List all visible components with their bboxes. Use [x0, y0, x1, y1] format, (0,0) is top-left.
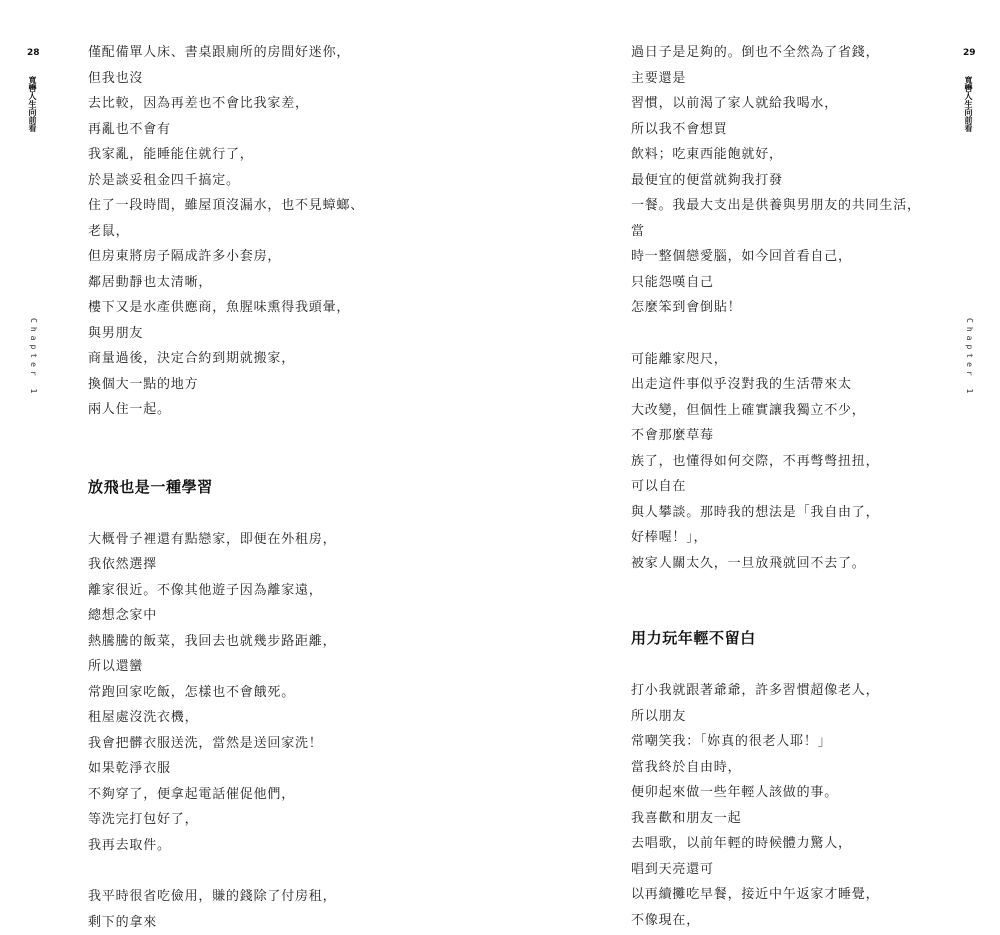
- chapter-label: Chapter 1: [965, 318, 974, 398]
- paragraph: 過日子是足夠的。倒也不全然為了省錢，主要還是 習慣，以前渴了家人就給我喝水，所以我不會想買 飲料；吃東西能飽就好，最便宜的便當就夠我打發 一餐。我最大支出是供養與男朋友的共同生活，當 時一整個戀愛腦，如今回首看自己，只能怨嘆自己 怎麼笨到會倒貼！: [631, 45, 921, 315]
- chapter-label: Chapter 1: [29, 318, 38, 398]
- paragraph: 可能離家咫尺，出走這件事似乎沒對我的生活帶來太 大改變，但個性上確實讓我獨立不少，不會那麼草莓 族了，也懂得如何交際，不再彆彆扭扭，可以自在 與人攀談。那時我的想法是「我自由了，好棒喔！」， 被家人關太久，一旦放飛就回不去了。: [631, 351, 880, 571]
- paragraph: 僅配備單人床、書桌跟廁所的房間好迷你，但我也沒 去比較，因為再差也不會比我家差，再亂也不會有 我家亂，能睡能住就行了，於是談妥租金四千搞定。 住了一段時間，雖屋頂沒漏水，也不見蟑螂、老鼠， 但房東將房子隔成許多小套房，鄰居動靜也太清晰， 樓下又是水產供應商，魚腥味熏得我頭暈，與男朋友 商量過後，決定合約到期就搬家，換個大一點的地方 兩人住一起。: [88, 45, 365, 417]
- left-page: [0, 0, 500, 930]
- right-page: [500, 0, 1000, 928]
- paragraph: 大概骨子裡還有點戀家，即便在外租房，我依然選擇 離家很近。不像其他遊子因為離家遠，總想念家中 熱騰騰的飯菜，我回去也就幾步路距離，所以還蠻 常跑回家吃飯，怎樣也不會餓死。租屋處沒洗衣機， 我會把髒衣服送洗，當然是送回家洗！如果乾淨衣服 不夠穿了，便拿起電話催促他們，等洗完打包好了， 我再去取件。: [88, 531, 337, 853]
- page-number: 28: [27, 48, 40, 58]
- running-book-title: [963, 76, 975, 132]
- section-heading: 用力玩年輕不留白: [631, 629, 756, 647]
- page-number: 29: [963, 48, 976, 58]
- section-heading: 放飛也是一種學習: [88, 477, 213, 496]
- running-book-title: [27, 76, 39, 132]
- paragraph: 打小我就跟著爺爺，許多習慣超像老人，所以朋友 常嘲笑我：「妳真的很老人耶！」當我終於自由時， 便卯起來做一些年輕人該做的事。我喜歡和朋友一起 去唱歌，以前年輕的時候體力驚人，唱到天亮還可 以再續攤吃早餐，接近中午返家才睡覺，不像現在，: [631, 683, 880, 928]
- running-book-title-text: 寬轡人生向前看: [28, 76, 38, 132]
- running-book-title-text: 寬轡人生向前看: [964, 76, 974, 132]
- text-column: [88, 40, 388, 935]
- text-column: [631, 40, 931, 933]
- paragraph: 我平時很省吃儉用，賺的錢除了付房租，剩下的拿來: [88, 889, 337, 930]
